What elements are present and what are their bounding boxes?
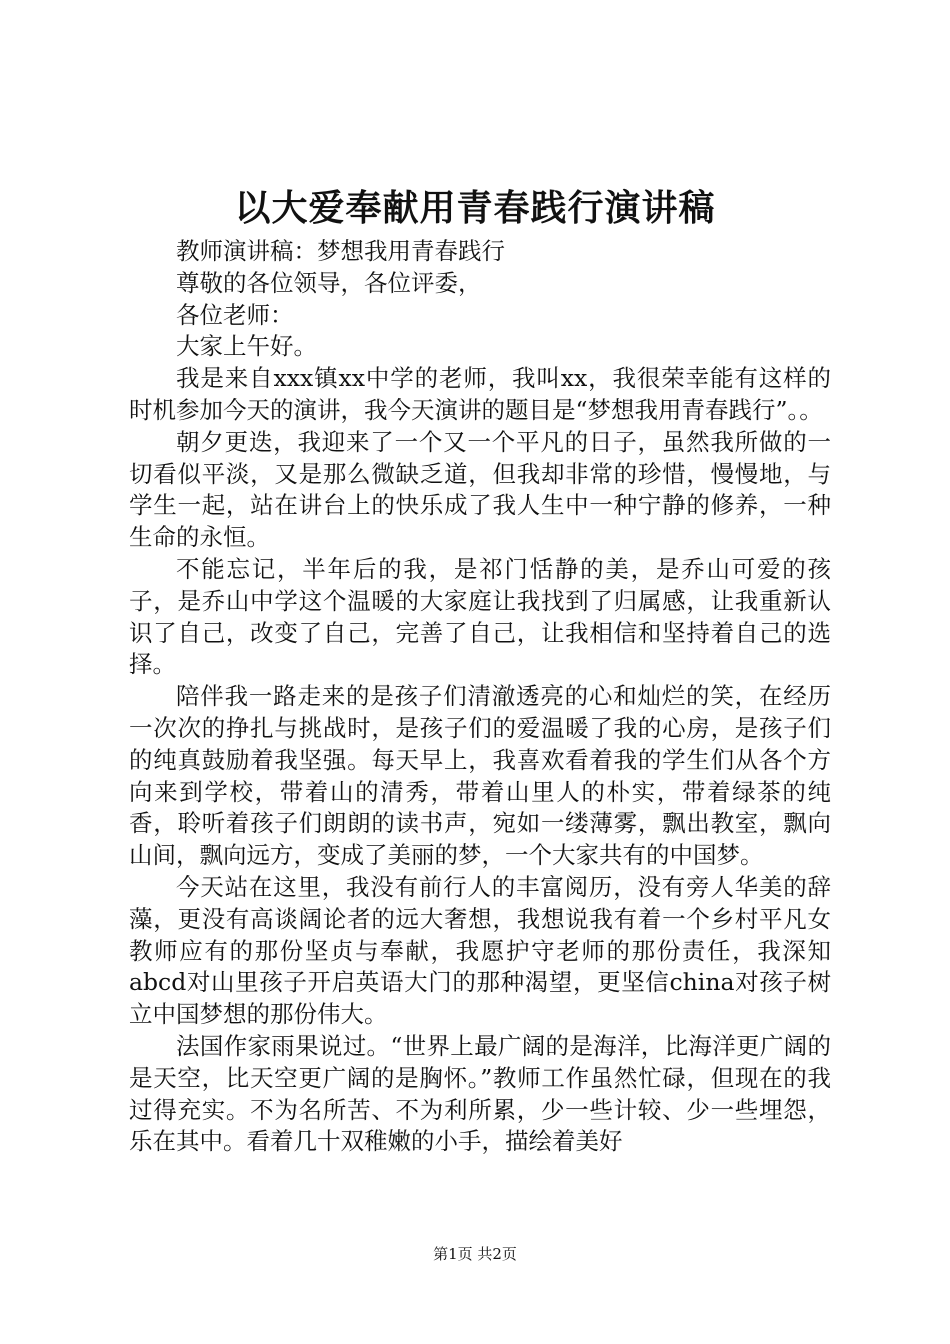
paragraph: 大家上午好。 — [176, 332, 317, 361]
paragraph: 今天站在这里，我没有前行人的丰富阅历，没有旁人华美的辞藻，更没有高谈阔论者的远大奢想，我想说我有着一个乡村平凡女教师应有的那份坚贞与奉献，我愿护守老师的那份责任，我深知abcd对山里孩子开启英语大门的那种渴望，更坚信china对孩子树立中国梦想的那份伟大。 — [129, 872, 831, 1029]
paragraph: 不能忘记，半年后的我，是祁门恬静的美，是乔山可爱的孩子，是乔山中学这个温暖的大家庭让我找到了归属感，让我重新认识了自己，改变了自己，完善了自己，让我相信和坚持着自己的选择。 — [129, 554, 831, 679]
paragraph: 尊敬的各位领导，各位评委， — [176, 268, 482, 297]
paragraph: 各位老师： — [176, 300, 294, 329]
paragraph: 我是来自xxx镇xx中学的老师，我叫xx，我很荣幸能有这样的时机参加今天的演讲，我今天演讲的题目是“梦想我用青春践行”。。 — [129, 364, 831, 424]
paragraph: 教师演讲稿：梦想我用青春践行 — [176, 237, 505, 265]
paragraph: 朝夕更迭，我迎来了一个又一个平凡的日子，虽然我所做的一切看似平淡，又是那么微缺乏道，但我却非常的珍惜，慢慢地，与学生一起，站在讲台上的快乐成了我人生中一种宁静的修养，一种生命的永恒。 — [129, 427, 831, 552]
document-body — [129, 236, 831, 1158]
document-title: 以大爱奉献用青春践行演讲稿 — [234, 187, 716, 229]
paragraph: 陪伴我一路走来的是孩子们清澈透亮的心和灿烂的笑，在经历一次次的挣扎与挑战时，是孩子们的爱温暖了我的心房，是孩子们的纯真鼓励着我坚强。每天早上，我喜欢看着我的学生们从各个方向来到学校，带着山的清秀，带着山里人的朴实，带着绿茶的纯香，聆听着孩子们朗朗的读书声，宛如一缕薄雾，飘出教室，飘向山间，飘向远方，变成了美丽的梦，一个大家共有的中国梦。 — [129, 682, 831, 870]
page-footer: 第1页 共2页 — [433, 1245, 517, 1263]
paragraph: 法国作家雨果说过。“世界上最广阔的是海洋，比海洋更广阔的是天空，比天空更广阔的是胸怀。”教师工作虽然忙碌，但现在的我过得充实。不为名所苦、不为利所累，少一些计较、少一些埋怨，乐在其中。看着几十双稚嫩的小手，描绘着美好 — [129, 1031, 831, 1156]
